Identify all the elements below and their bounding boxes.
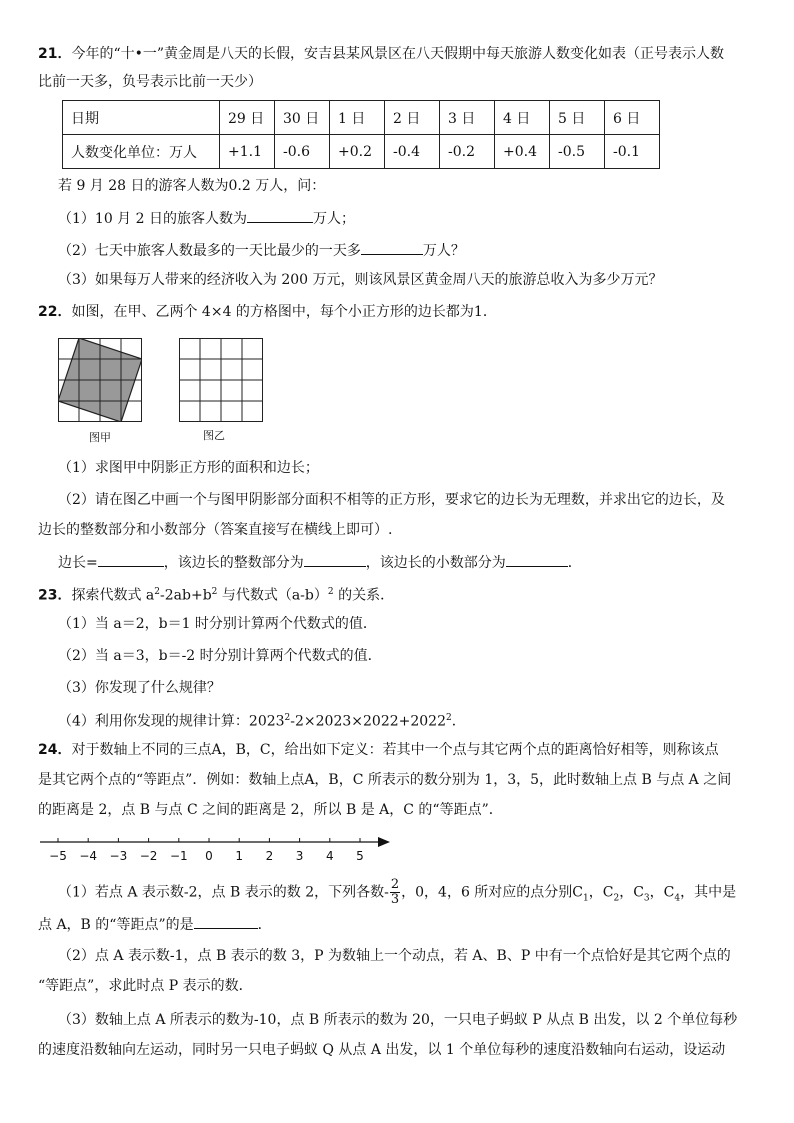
q24-part1-e: ，C xyxy=(649,884,675,901)
q23-part2: （2）当 a＝3，b＝-2 时分别计算两个代数式的值． xyxy=(58,648,382,664)
q23-number: 23． xyxy=(38,587,72,604)
q22-line1 xyxy=(38,302,497,322)
superscript: 2 xyxy=(154,587,161,597)
figure-jia-caption: 图甲 xyxy=(89,431,111,444)
axis-tick-label: 0 xyxy=(205,849,213,863)
q22-part2-line1: （2）请在图乙中画一个与图甲阴影部分面积不相等的正方形，要求它的边长为无理数，并求出它的边长，及 xyxy=(58,492,725,508)
answer-blank[interactable] xyxy=(194,914,258,929)
q24-part2-line1: （2）点 A 表示数-1，点 B 表示的数 3，P 为数轴上一个动点，若 A、B、P 中有一个点恰好是其它两个点的 xyxy=(58,948,731,964)
q23-part1: （1）当 a＝2，b＝1 时分别计算两个代数式的值． xyxy=(58,616,377,632)
q23-part4-a: （4）利用你发现的规律计算：2023 xyxy=(58,713,285,730)
table-cell: 2 日 xyxy=(385,101,440,135)
answer-blank[interactable] xyxy=(98,552,164,567)
q22-text1: 如图，在甲、乙两个 4×4 的方格图中，每个小正方形的边长都为1． xyxy=(71,304,497,320)
q24-part1-line2-end: ． xyxy=(257,917,272,933)
superscript: 2 xyxy=(211,587,218,597)
table-cell: 29 日 xyxy=(220,101,275,135)
table-row-values xyxy=(63,135,660,169)
table-cell: -0.5 xyxy=(550,135,605,169)
answer-blank[interactable] xyxy=(247,208,313,223)
q23-line1 xyxy=(38,582,394,606)
q24-part1-f: ，其中是 xyxy=(680,884,737,901)
superscript: 2 xyxy=(446,713,452,723)
table-cell: +0.2 xyxy=(330,135,385,169)
table-cell: -0.6 xyxy=(275,135,330,169)
q24-part1-c: ，C xyxy=(588,884,614,901)
q21-part2-text: （2）七天中旅客人数最多的一天比最少的一天多 xyxy=(58,243,361,259)
q21-tourist-table xyxy=(62,100,660,169)
table-cell: -0.4 xyxy=(385,135,440,169)
axis-tick-label: 1 xyxy=(235,849,244,863)
answer-blank[interactable] xyxy=(304,552,366,567)
q24-line3: 的距离是 2，点 B 与点 C 之间的距离是 2，所以 B 是 A，C 的“等距点”． xyxy=(38,802,503,818)
table-cell: 3 日 xyxy=(440,101,495,135)
q23-part3: （3）你发现了什么规律？ xyxy=(58,680,221,696)
answer-blank[interactable] xyxy=(361,240,423,255)
q24-line1 xyxy=(38,740,719,760)
q24-part1 xyxy=(58,878,736,908)
answer-blank[interactable] xyxy=(506,552,568,567)
table-cell: 5 日 xyxy=(550,101,605,135)
table-cell: 4 日 xyxy=(495,101,550,135)
q22-fill-label: 边长= xyxy=(58,555,98,571)
fraction xyxy=(390,878,400,907)
q21-part1-text: （1）10 月 2 日的旅客人数为 xyxy=(58,211,247,227)
figure-jia-grid xyxy=(58,338,142,426)
q24-part2-line2: “等距点”，求此时点 P 表示的数． xyxy=(38,978,253,994)
figure-yi-caption: 图乙 xyxy=(203,429,225,442)
table-cell: 30 日 xyxy=(275,101,330,135)
q22-number: 22． xyxy=(38,304,72,320)
q23-text-c: 与代数式（a-b） xyxy=(217,587,328,604)
axis-tick-label: 2 xyxy=(265,849,274,863)
q23-part4 xyxy=(58,708,466,732)
axis-tick-label: 5 xyxy=(356,849,364,863)
number-line xyxy=(40,832,392,870)
q21-line2: 比前一天多，负号表示比前一天少） xyxy=(38,74,262,90)
table-cell: 6 日 xyxy=(605,101,660,135)
q24-part1-a: （1）若点 A 表示数-2，点 B 表示的数 2，下列各数- xyxy=(58,884,389,901)
table-cell: +0.4 xyxy=(495,135,550,169)
axis-tick-label: −3 xyxy=(109,849,128,863)
table-cell: 人数变化单位：万人 xyxy=(63,135,220,169)
superscript: 2 xyxy=(327,587,334,597)
q22-part2-line2: 边长的整数部分和小数部分（答案直接写在横线上即可）. xyxy=(38,522,393,538)
subscript: 3 xyxy=(643,893,650,904)
table-cell: -0.1 xyxy=(605,135,660,169)
q21-part1-unit: 万人； xyxy=(312,211,355,227)
axis-tick-label: −2 xyxy=(139,849,158,863)
subscript: 2 xyxy=(613,893,620,904)
q22-fill-frac: ，该边长的小数部分为 xyxy=(365,555,506,571)
subscript: 1 xyxy=(583,893,589,904)
table-cell: -0.2 xyxy=(440,135,495,169)
axis-tick-label: 3 xyxy=(295,849,304,863)
fraction-denominator: 3 xyxy=(390,892,400,907)
q21-intro: 若 9 月 28 日的游客人数为0.2 万人，问： xyxy=(58,178,326,194)
fraction-numerator: 2 xyxy=(390,877,400,892)
q21-line1 xyxy=(38,44,724,64)
q21-part2-unit: 万人？ xyxy=(422,243,465,259)
superscript: 2 xyxy=(284,713,291,723)
q24-part1-line2-text: 点 A，B 的“等距点”的是 xyxy=(38,917,194,933)
q24-part1-d: ，C xyxy=(619,884,644,901)
q23-text-b: -2ab+b xyxy=(160,587,212,604)
table-cell: 1 日 xyxy=(330,101,385,135)
q22-fill-line xyxy=(58,552,582,573)
q23-text-d: 的关系． xyxy=(333,587,395,604)
table-cell: +1.1 xyxy=(220,135,275,169)
q22-part1: （1）求图甲中阴影正方形的面积和边长； xyxy=(58,460,319,476)
q21-part1 xyxy=(58,208,355,229)
q21-part3: （3）如果每万人带来的经济收入为 200 万元，则该风景区黄金周八天的旅游总收入为多少万元？ xyxy=(58,272,663,288)
q23-part4-b: -2×2023×2022+2022 xyxy=(290,713,446,730)
q22-fill-end: ． xyxy=(567,555,582,571)
axis-tick-label: −5 xyxy=(49,849,67,863)
table-row-header xyxy=(63,101,660,135)
q24-text1: 对于数轴上不同的三点A，B，C，给出如下定义：若其中一个点与其它两个点的距离恰好相等，则称该点 xyxy=(71,742,719,758)
subscript: 4 xyxy=(674,893,681,904)
q21-text1: 今年的“十•一”黄金周是八天的长假，安吉县某风景区在八天假期中每天旅游人数变化如表（正号表示人数 xyxy=(71,46,725,62)
q24-part1-line2 xyxy=(38,914,272,935)
q21-number: 21． xyxy=(38,46,72,62)
q23-part4-c: ． xyxy=(451,713,466,730)
axis-tick-label: −1 xyxy=(169,849,188,863)
q24-number: 24． xyxy=(38,742,72,758)
q21-part2 xyxy=(58,240,465,261)
q24-part3-line1: （3）数轴上点 A 所表示的数为-10，点 B 所表示的数为 20，一只电子蚂蚁 P 从点 B 出发，以 2 个单位每秒 xyxy=(58,1012,738,1028)
table-cell: 日期 xyxy=(63,101,220,135)
figure-yi-grid[interactable] xyxy=(179,338,263,426)
q23-text-a: 探索代数式 a xyxy=(71,587,155,604)
q24-part1-b: ，0，4，6 所对应的点分别C xyxy=(401,884,584,901)
q24-part3-line2: 的速度沿数轴向左运动，同时另一只电子蚂蚁 Q 从点 A 出发，以 1 个单位每秒的速度沿数轴向右运动，设运动 xyxy=(38,1042,726,1058)
axis-tick-label: 4 xyxy=(325,849,334,863)
q24-line2: 是其它两个点的“等距点”．例如：数轴上点A，B，C 所表示的数分别为 1，3，5，此时数轴上点 B 与点 A 之间 xyxy=(38,772,732,788)
axis-tick-label: −4 xyxy=(79,849,98,863)
q22-fill-int: ，该边长的整数部分为 xyxy=(163,555,304,571)
